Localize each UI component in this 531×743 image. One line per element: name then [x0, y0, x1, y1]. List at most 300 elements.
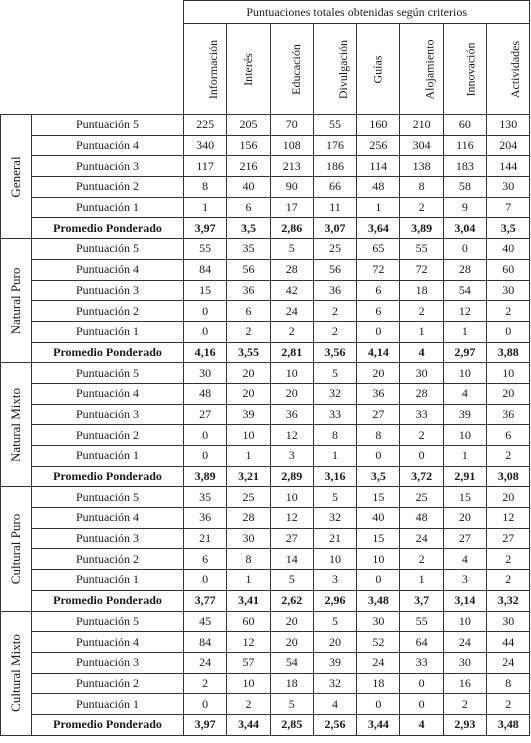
value-cell: 28 — [400, 383, 443, 404]
value-cell: 60 — [443, 115, 486, 136]
value-cell: 2 — [443, 694, 486, 715]
value-cell: 8 — [227, 549, 270, 570]
value-cell: 156 — [227, 135, 270, 156]
value-cell: 90 — [270, 177, 313, 198]
value-cell: 10 — [227, 425, 270, 446]
value-cell: 12 — [270, 508, 313, 529]
criterion-header — [357, 24, 400, 115]
value-cell: 130 — [487, 115, 530, 136]
value-cell: 48 — [184, 383, 227, 404]
value-cell: 64 — [400, 632, 443, 653]
table-row — [1, 570, 530, 591]
value-cell: 3,89 — [184, 466, 227, 487]
row-label: Puntuación 4 — [32, 383, 184, 404]
value-cell: 33 — [400, 404, 443, 425]
value-cell: 45 — [184, 611, 227, 632]
value-cell: 6 — [227, 301, 270, 322]
value-cell: 3,21 — [227, 466, 270, 487]
row-label: Puntuación 5 — [32, 115, 184, 136]
value-cell: 210 — [400, 115, 443, 136]
value-cell: 55 — [400, 239, 443, 260]
value-cell: 28 — [227, 508, 270, 529]
value-cell: 60 — [227, 611, 270, 632]
value-cell: 1 — [357, 197, 400, 218]
value-cell: 7 — [487, 197, 530, 218]
value-cell: 3,7 — [400, 590, 443, 611]
row-label: Promedio Ponderado — [32, 590, 184, 611]
value-cell: 3,56 — [313, 342, 356, 363]
value-cell: 15 — [357, 487, 400, 508]
value-cell: 6 — [227, 197, 270, 218]
group-label: Natural Puro — [8, 267, 23, 335]
value-cell: 21 — [184, 528, 227, 549]
value-cell: 0 — [443, 239, 486, 260]
value-cell: 20 — [227, 363, 270, 384]
value-cell: 2 — [400, 197, 443, 218]
value-cell: 2,91 — [443, 466, 486, 487]
value-cell: 15 — [357, 528, 400, 549]
value-cell: 8 — [357, 425, 400, 446]
value-cell: 8 — [400, 177, 443, 198]
value-cell: 10 — [313, 549, 356, 570]
value-cell: 48 — [400, 508, 443, 529]
value-cell: 1 — [443, 321, 486, 342]
value-cell: 1 — [313, 446, 356, 467]
value-cell: 186 — [313, 156, 356, 177]
value-cell: 3,32 — [487, 590, 530, 611]
table-row — [1, 425, 530, 446]
table-row — [1, 446, 530, 467]
value-cell: 24 — [270, 301, 313, 322]
value-cell: 6 — [184, 549, 227, 570]
table-row — [1, 694, 530, 715]
value-cell: 3,48 — [487, 714, 530, 735]
table-row — [1, 177, 530, 198]
value-cell: 2,56 — [313, 714, 356, 735]
value-cell: 36 — [270, 404, 313, 425]
value-cell: 24 — [357, 652, 400, 673]
value-cell: 11 — [313, 197, 356, 218]
value-cell: 5 — [270, 570, 313, 591]
row-label: Puntuación 4 — [32, 508, 184, 529]
criterion-header — [270, 24, 313, 115]
value-cell: 116 — [443, 135, 486, 156]
value-cell: 0 — [184, 694, 227, 715]
value-cell: 138 — [400, 156, 443, 177]
value-cell: 3,88 — [487, 342, 530, 363]
value-cell: 24 — [487, 652, 530, 673]
value-cell: 0 — [400, 673, 443, 694]
value-cell: 57 — [227, 652, 270, 673]
value-cell: 72 — [357, 259, 400, 280]
value-cell: 340 — [184, 135, 227, 156]
value-cell: 10 — [270, 487, 313, 508]
value-cell: 48 — [357, 177, 400, 198]
value-cell: 39 — [227, 404, 270, 425]
value-cell: 3,04 — [443, 218, 486, 239]
table-row — [1, 528, 530, 549]
criterion-header — [313, 24, 356, 115]
value-cell: 4 — [313, 694, 356, 715]
average-row — [1, 342, 530, 363]
row-label: Puntuación 3 — [32, 280, 184, 301]
value-cell: 12 — [487, 508, 530, 529]
value-cell: 0 — [184, 321, 227, 342]
value-cell: 28 — [443, 259, 486, 280]
value-cell: 5 — [313, 487, 356, 508]
table-row — [1, 363, 530, 384]
value-cell: 1 — [227, 446, 270, 467]
group-label: General — [8, 155, 23, 198]
row-label: Puntuación 1 — [32, 694, 184, 715]
value-cell: 2,93 — [443, 714, 486, 735]
value-cell: 33 — [400, 652, 443, 673]
row-label: Puntuación 4 — [32, 135, 184, 156]
value-cell: 20 — [227, 383, 270, 404]
row-label: Puntuación 5 — [32, 487, 184, 508]
value-cell: 42 — [270, 280, 313, 301]
average-row — [1, 714, 530, 735]
value-cell: 8 — [487, 673, 530, 694]
value-cell: 3,14 — [443, 590, 486, 611]
table-row — [1, 197, 530, 218]
value-cell: 39 — [313, 652, 356, 673]
value-cell: 3,41 — [227, 590, 270, 611]
value-cell: 84 — [184, 632, 227, 653]
value-cell: 3,97 — [184, 218, 227, 239]
value-cell: 2 — [487, 549, 530, 570]
value-cell: 25 — [400, 487, 443, 508]
value-cell: 20 — [487, 383, 530, 404]
value-cell: 16 — [443, 673, 486, 694]
table-row — [1, 135, 530, 156]
group-label: Cultural Puro — [8, 513, 23, 585]
criterion-label: Educación — [288, 43, 303, 95]
value-cell: 30 — [487, 177, 530, 198]
row-label: Promedio Ponderado — [32, 342, 184, 363]
value-cell: 10 — [227, 673, 270, 694]
table-row — [1, 508, 530, 529]
value-cell: 20 — [487, 487, 530, 508]
value-cell: 17 — [270, 197, 313, 218]
value-cell: 58 — [443, 177, 486, 198]
value-cell: 10 — [443, 611, 486, 632]
value-cell: 2,62 — [270, 590, 313, 611]
value-cell: 108 — [270, 135, 313, 156]
row-label: Puntuación 3 — [32, 404, 184, 425]
value-cell: 10 — [443, 425, 486, 446]
value-cell: 40 — [227, 177, 270, 198]
table-title: Puntuaciones totales obtenidas según criterios — [184, 1, 530, 24]
value-cell: 36 — [313, 280, 356, 301]
table-row — [1, 321, 530, 342]
value-cell: 54 — [270, 652, 313, 673]
value-cell: 18 — [400, 280, 443, 301]
value-cell: 160 — [357, 115, 400, 136]
value-cell: 3,5 — [227, 218, 270, 239]
value-cell: 36 — [227, 280, 270, 301]
average-row — [1, 466, 530, 487]
value-cell: 3,16 — [313, 466, 356, 487]
value-cell: 3,44 — [227, 714, 270, 735]
value-cell: 40 — [357, 508, 400, 529]
value-cell: 3,08 — [487, 466, 530, 487]
value-cell: 18 — [270, 673, 313, 694]
value-cell: 0 — [184, 446, 227, 467]
value-cell: 27 — [270, 528, 313, 549]
value-cell: 32 — [313, 508, 356, 529]
value-cell: 55 — [313, 115, 356, 136]
table-row — [1, 549, 530, 570]
value-cell: 30 — [400, 363, 443, 384]
value-cell: 0 — [184, 570, 227, 591]
value-cell: 3,07 — [313, 218, 356, 239]
value-cell: 35 — [227, 239, 270, 260]
value-cell: 2 — [227, 694, 270, 715]
value-cell: 3,44 — [357, 714, 400, 735]
value-cell: 24 — [400, 528, 443, 549]
table-row — [1, 280, 530, 301]
value-cell: 2 — [487, 694, 530, 715]
value-cell: 35 — [184, 487, 227, 508]
value-cell: 3 — [313, 570, 356, 591]
value-cell: 30 — [443, 652, 486, 673]
value-cell: 2 — [487, 570, 530, 591]
row-label: Puntuación 1 — [32, 197, 184, 218]
value-cell: 15 — [184, 280, 227, 301]
group-label-cell — [1, 363, 32, 487]
value-cell: 18 — [357, 673, 400, 694]
value-cell: 20 — [357, 363, 400, 384]
value-cell: 0 — [357, 321, 400, 342]
value-cell: 1 — [184, 197, 227, 218]
row-label: Puntuación 1 — [32, 446, 184, 467]
value-cell: 12 — [227, 632, 270, 653]
value-cell: 56 — [313, 259, 356, 280]
value-cell: 1 — [443, 446, 486, 467]
value-cell: 2,89 — [270, 466, 313, 487]
value-cell: 2,86 — [270, 218, 313, 239]
group-label: Cultural Mixto — [8, 634, 23, 712]
value-cell: 65 — [357, 239, 400, 260]
value-cell: 205 — [227, 115, 270, 136]
value-cell: 144 — [487, 156, 530, 177]
value-cell: 32 — [313, 383, 356, 404]
value-cell: 3,77 — [184, 590, 227, 611]
value-cell: 10 — [357, 549, 400, 570]
value-cell: 30 — [487, 611, 530, 632]
row-label: Puntuación 2 — [32, 673, 184, 694]
value-cell: 14 — [270, 549, 313, 570]
value-cell: 4,16 — [184, 342, 227, 363]
value-cell: 0 — [357, 446, 400, 467]
value-cell: 2,97 — [443, 342, 486, 363]
value-cell: 36 — [357, 383, 400, 404]
value-cell: 183 — [443, 156, 486, 177]
value-cell: 5 — [313, 363, 356, 384]
value-cell: 25 — [227, 487, 270, 508]
value-cell: 84 — [184, 259, 227, 280]
value-cell: 4 — [400, 714, 443, 735]
value-cell: 30 — [227, 528, 270, 549]
row-label: Puntuación 5 — [32, 239, 184, 260]
value-cell: 3,55 — [227, 342, 270, 363]
value-cell: 0 — [357, 570, 400, 591]
value-cell: 304 — [400, 135, 443, 156]
value-cell: 24 — [443, 632, 486, 653]
table-row — [1, 115, 530, 136]
value-cell: 3 — [443, 570, 486, 591]
value-cell: 2 — [313, 301, 356, 322]
group-label-cell — [1, 115, 32, 239]
value-cell: 176 — [313, 135, 356, 156]
value-cell: 2 — [400, 301, 443, 322]
value-cell: 4,14 — [357, 342, 400, 363]
value-cell: 204 — [487, 135, 530, 156]
value-cell: 3,97 — [184, 714, 227, 735]
value-cell: 10 — [270, 363, 313, 384]
group-label-cell — [1, 239, 32, 363]
value-cell: 0 — [184, 301, 227, 322]
value-cell: 0 — [400, 446, 443, 467]
row-label: Puntuación 1 — [32, 570, 184, 591]
group-label-cell — [1, 487, 32, 611]
average-row — [1, 590, 530, 611]
table-row — [1, 632, 530, 653]
value-cell: 3,72 — [400, 466, 443, 487]
value-cell: 30 — [184, 363, 227, 384]
criterion-label: Interés — [240, 52, 255, 86]
table-row — [1, 239, 530, 260]
row-label: Puntuación 3 — [32, 528, 184, 549]
value-cell: 25 — [313, 239, 356, 260]
value-cell: 2 — [487, 301, 530, 322]
value-cell: 28 — [270, 259, 313, 280]
value-cell: 40 — [487, 239, 530, 260]
value-cell: 27 — [487, 528, 530, 549]
value-cell: 5 — [270, 694, 313, 715]
value-cell: 2 — [270, 321, 313, 342]
value-cell: 3,64 — [357, 218, 400, 239]
table-row — [1, 383, 530, 404]
row-label: Puntuación 5 — [32, 611, 184, 632]
value-cell: 4 — [443, 383, 486, 404]
row-label: Puntuación 2 — [32, 425, 184, 446]
value-cell: 5 — [270, 239, 313, 260]
value-cell: 3,48 — [357, 590, 400, 611]
row-label: Puntuación 3 — [32, 652, 184, 673]
value-cell: 225 — [184, 115, 227, 136]
value-cell: 6 — [357, 280, 400, 301]
row-label: Promedio Ponderado — [32, 218, 184, 239]
row-label: Puntuación 4 — [32, 632, 184, 653]
value-cell: 72 — [400, 259, 443, 280]
value-cell: 21 — [313, 528, 356, 549]
value-cell: 2 — [227, 321, 270, 342]
row-label: Puntuación 3 — [32, 156, 184, 177]
value-cell: 66 — [313, 177, 356, 198]
value-cell: 24 — [184, 652, 227, 673]
group-label-cell — [1, 611, 32, 735]
criterion-label: Actividades — [508, 40, 523, 98]
value-cell: 10 — [487, 363, 530, 384]
value-cell: 20 — [313, 632, 356, 653]
criterion-label: Innovación — [463, 42, 478, 96]
value-cell: 6 — [357, 301, 400, 322]
criterion-label: Guías — [370, 55, 385, 83]
value-cell: 1 — [400, 321, 443, 342]
value-cell: 0 — [184, 425, 227, 446]
value-cell: 2,85 — [270, 714, 313, 735]
value-cell: 2 — [313, 321, 356, 342]
value-cell: 0 — [357, 694, 400, 715]
value-cell: 8 — [184, 177, 227, 198]
row-label: Puntuación 4 — [32, 259, 184, 280]
value-cell: 27 — [443, 528, 486, 549]
value-cell: 216 — [227, 156, 270, 177]
criterion-label: Divulgación — [336, 39, 351, 99]
criterion-header — [400, 24, 443, 115]
value-cell: 256 — [357, 135, 400, 156]
criterion-label: Información — [206, 39, 221, 99]
row-label: Puntuación 2 — [32, 301, 184, 322]
value-cell: 4 — [443, 549, 486, 570]
value-cell: 55 — [400, 611, 443, 632]
table-row — [1, 611, 530, 632]
value-cell: 213 — [270, 156, 313, 177]
value-cell: 44 — [487, 632, 530, 653]
value-cell: 3 — [270, 446, 313, 467]
row-label: Puntuación 2 — [32, 549, 184, 570]
value-cell: 5 — [313, 611, 356, 632]
value-cell: 27 — [184, 404, 227, 425]
value-cell: 10 — [443, 363, 486, 384]
value-cell: 32 — [313, 673, 356, 694]
average-row — [1, 218, 530, 239]
value-cell: 4 — [400, 342, 443, 363]
value-cell: 2 — [400, 549, 443, 570]
row-label: Puntuación 5 — [32, 363, 184, 384]
value-cell: 2,81 — [270, 342, 313, 363]
row-label: Puntuación 1 — [32, 321, 184, 342]
table-row — [1, 652, 530, 673]
value-cell: 52 — [357, 632, 400, 653]
criterion-header — [184, 24, 227, 115]
criterion-label: Alojamiento — [422, 39, 437, 99]
value-cell: 2,96 — [313, 590, 356, 611]
value-cell: 15 — [443, 487, 486, 508]
value-cell: 56 — [227, 259, 270, 280]
value-cell: 2 — [400, 425, 443, 446]
value-cell: 20 — [443, 508, 486, 529]
value-cell: 20 — [270, 383, 313, 404]
value-cell: 6 — [487, 425, 530, 446]
table-row — [1, 156, 530, 177]
value-cell: 0 — [487, 321, 530, 342]
criterion-header — [487, 24, 530, 115]
group-label: Natural Mixto — [8, 387, 23, 462]
value-cell: 33 — [313, 404, 356, 425]
table-row — [1, 487, 530, 508]
value-cell: 117 — [184, 156, 227, 177]
value-cell: 54 — [443, 280, 486, 301]
value-cell: 30 — [357, 611, 400, 632]
table-row — [1, 404, 530, 425]
value-cell: 70 — [270, 115, 313, 136]
corner-blank — [1, 1, 184, 115]
value-cell: 27 — [357, 404, 400, 425]
criterion-header — [227, 24, 270, 115]
